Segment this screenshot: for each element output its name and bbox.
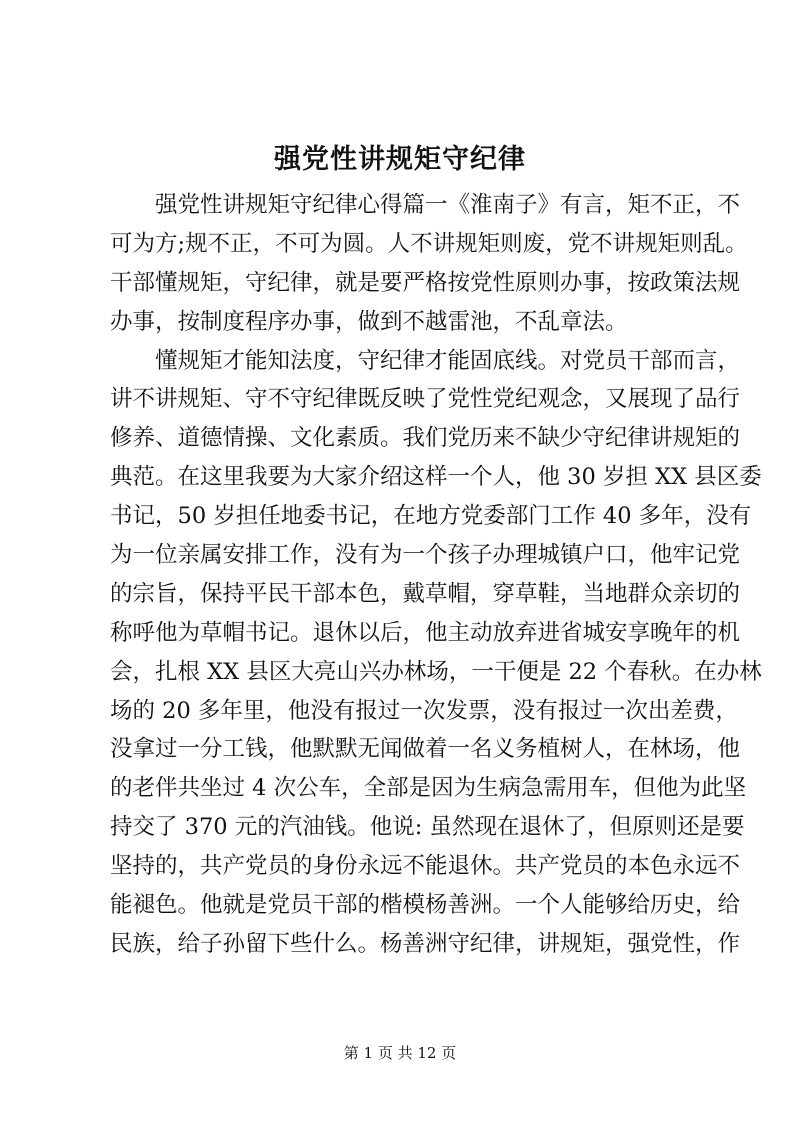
text-line: 典范。在这里我要为大家介绍这样一个人，他 30 岁担 XX 县区委 bbox=[110, 464, 762, 491]
text-line: 称呼他为草帽书记。退休以后，他主动放弃进省城安享晚年的机 bbox=[110, 619, 741, 646]
page-title: 强党性讲规矩守纪律 bbox=[274, 144, 526, 175]
text-line: 讲不讲规矩、守不守纪律既反映了党性党纪观念，又展现了品行 bbox=[110, 386, 741, 413]
page-footer: 第 1 页 共 12 页 bbox=[343, 1044, 457, 1062]
text-line: 没拿过一分工钱，他默默无闻做着一名义务植树人，在林场，他 bbox=[110, 736, 741, 763]
text-line: 会，扎根 XX 县区大亮山兴办林场，一干便是 22 个春秋。在办林 bbox=[110, 658, 762, 685]
text-line: 的宗旨，保持平民干部本色，戴草帽，穿草鞋，当地群众亲切的 bbox=[110, 580, 741, 607]
text-line: 的老伴共坐过 4 次公车，全部是因为生病急需用车，但他为此坚 bbox=[110, 775, 747, 802]
text-line: 强党性讲规矩守纪律心得篇一《淮南子》有言，矩不正，不 bbox=[155, 192, 741, 218]
body-text bbox=[110, 186, 762, 964]
text-line: 书记，50 岁担任地委书记，在地方党委部门工作 40 多年，没有 bbox=[110, 503, 752, 530]
text-line: 干部懂规矩，守纪律，就是要严格按党性原则办事，按政策法规 bbox=[110, 269, 741, 296]
text-line: 可为方;规不正，不可为圆。人不讲规矩则废，党不讲规矩则乱。 bbox=[110, 230, 748, 257]
text-line: 民族，给子孙留下些什么。杨善洲守纪律，讲规矩，强党性，作 bbox=[110, 930, 741, 957]
text-line: 坚持的，共产党员的身份永远不能退休。共产党员的本色永远不 bbox=[110, 853, 741, 880]
text-line: 持交了 370 元的汽油钱。他说: 虽然现在退休了，但原则还是要 bbox=[110, 814, 745, 841]
text-line: 为一位亲属安排工作，没有为一个孩子办理城镇户口，他牢记党 bbox=[110, 542, 741, 569]
text-line: 修养、道德情操、文化素质。我们党历来不缺少守纪律讲规矩的 bbox=[110, 425, 741, 452]
text-line: 办事，按制度程序办事，做到不越雷池，不乱章法。 bbox=[110, 308, 628, 335]
text-line: 懂规矩才能知法度，守纪律才能固底线。对党员干部而言， bbox=[155, 347, 741, 374]
text-line: 场的 20 多年里，他没有报过一次发票，没有报过一次出差费， bbox=[110, 697, 738, 724]
text-line: 能褪色。他就是党员干部的楷模杨善洲。一个人能够给历史，给 bbox=[110, 892, 741, 919]
